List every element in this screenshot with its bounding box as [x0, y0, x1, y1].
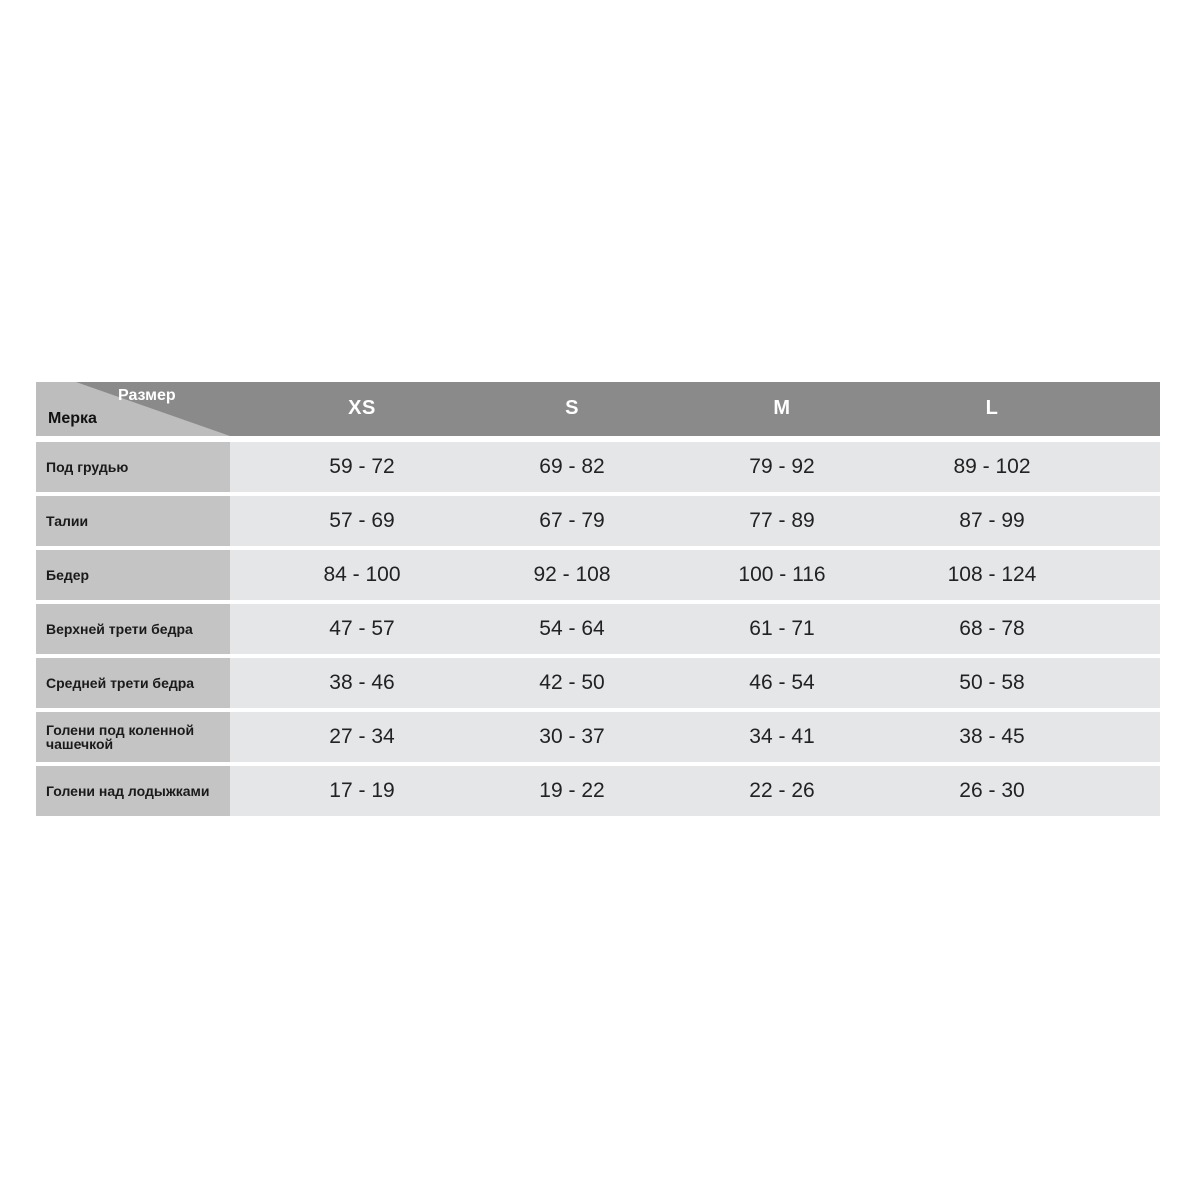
table-cell: 92 - 108	[533, 563, 611, 586]
row-values	[230, 604, 1160, 654]
table-cell: 61 - 71	[749, 617, 815, 640]
corner-label-size: Размер	[118, 387, 176, 404]
row-label: Бедер	[36, 550, 230, 600]
size-chart-table	[36, 382, 1160, 816]
table-header-row	[36, 382, 1160, 436]
table-cell: 26 - 30	[959, 779, 1025, 802]
size-header-s: S	[565, 397, 579, 419]
table-cell: 77 - 89	[749, 509, 815, 532]
table-row	[36, 766, 1160, 816]
table-cell: 38 - 46	[329, 671, 395, 694]
table-row	[36, 550, 1160, 600]
row-label: Под грудью	[36, 442, 230, 492]
table-row	[36, 712, 1160, 762]
table-cell: 19 - 22	[539, 779, 605, 802]
table-cell: 54 - 64	[539, 617, 605, 640]
table-cell: 108 - 124	[947, 563, 1037, 586]
table-cell: 27 - 34	[329, 725, 395, 748]
row-label: Средней трети бедра	[36, 658, 230, 708]
row-values	[230, 550, 1160, 600]
table-cell: 38 - 45	[959, 725, 1025, 748]
row-label: Голени под коленной чашечкой	[36, 712, 230, 762]
row-values	[230, 712, 1160, 762]
table-cell: 46 - 54	[749, 671, 815, 694]
table-cell: 89 - 102	[953, 455, 1031, 478]
table-cell: 59 - 72	[329, 455, 395, 478]
table-cell: 42 - 50	[539, 671, 605, 694]
table-cell: 34 - 41	[749, 725, 815, 748]
table-cell: 50 - 58	[959, 671, 1025, 694]
table-cell: 47 - 57	[329, 617, 395, 640]
size-header-l: L	[985, 397, 999, 419]
table-cell: 30 - 37	[539, 725, 605, 748]
table-cell: 57 - 69	[329, 509, 395, 532]
table-cell: 17 - 19	[329, 779, 395, 802]
size-header-m: M	[773, 397, 791, 419]
table-cell: 87 - 99	[959, 509, 1025, 532]
row-values	[230, 766, 1160, 816]
row-values	[230, 496, 1160, 546]
header-corner-cell	[36, 382, 230, 436]
table-row	[36, 442, 1160, 492]
row-values	[230, 442, 1160, 492]
row-label: Голени над лодыжками	[36, 766, 230, 816]
table-row	[36, 658, 1160, 708]
table-row	[36, 604, 1160, 654]
table-cell: 69 - 82	[539, 455, 605, 478]
size-header-xs: XS	[348, 397, 376, 419]
table-cell: 68 - 78	[959, 617, 1025, 640]
table-cell: 79 - 92	[749, 455, 815, 478]
table-cell: 84 - 100	[323, 563, 401, 586]
table-row	[36, 496, 1160, 546]
row-label: Талии	[36, 496, 230, 546]
table-cell: 22 - 26	[749, 779, 815, 802]
row-values	[230, 658, 1160, 708]
table-cell: 67 - 79	[539, 509, 605, 532]
corner-label-measure: Мерка	[48, 410, 97, 427]
table-cell: 100 - 116	[738, 563, 826, 586]
row-label: Верхней трети бедра	[36, 604, 230, 654]
